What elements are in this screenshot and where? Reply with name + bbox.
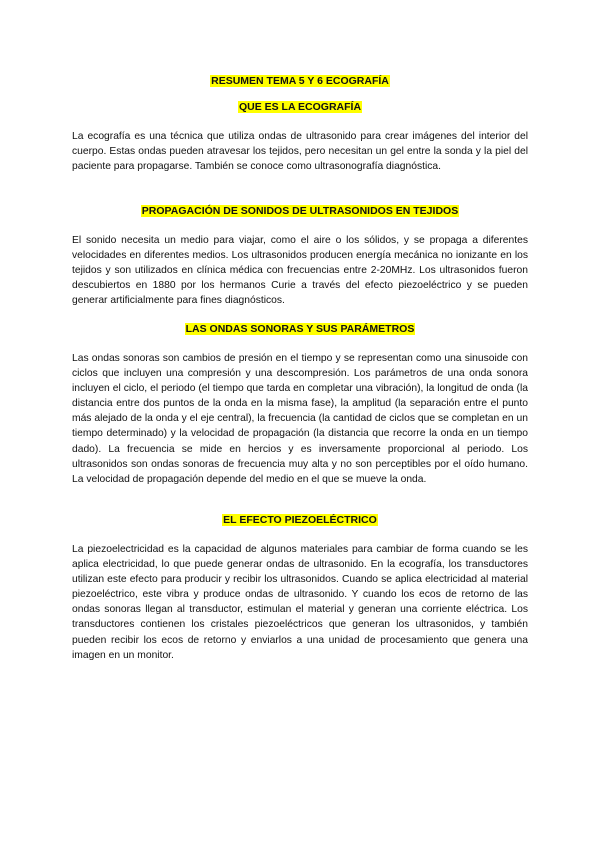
section-heading-text: EL EFECTO PIEZOELÉCTRICO bbox=[223, 514, 377, 526]
section-paragraph-ondas-sonoras: Las ondas sonoras son cambios de presión en el tiempo y se representan como una sinusoide con ciclos que incluyen una compresión y una descompresión. Los parámetros de una onda sonora incluyen el ciclo, el periodo (el tiempo que tarda en completar una vibración), la longitud de onda (la distancia entre dos puntos de la onda en la misma fase), la amplitud (la separación entre el punto más alejado de la onda y el eje central), la frecuencia (la cantidad de ciclos que se completan en un tiempo determinado) y la velocidad de propagación (la distancia que recorre la onda en un tiempo dado). La frecuencia se mide en hercios y es inversamente proporcional al periodo. Los ultrasonidos son ondas sonoras de frecuencia muy alta y no son perceptibles por el oído humano. La velocidad de propagación depende del medio en el que se mueve la onda. bbox=[72, 353, 528, 485]
section-heading-ondas-sonoras bbox=[0, 322, 600, 336]
section-heading-text: QUE ES LA ECOGRAFÍA bbox=[238, 101, 362, 113]
section-paragraph-propagacion: El sonido necesita un medio para viajar, como el aire o los sólidos, y se propaga a diferentes velocidades en diferentes medios. Los ultrasonidos producen energía mecánica no ionizante en los tejidos y son utilizados en clínica médica con frecuencias entre 2-20MHz. Los ultrasonidos fueron descubiertos en 1880 por los hermanos Curie a través del efecto piezoeléctrico y se pueden generar artificialmente para fines diagnósticos. bbox=[72, 235, 528, 307]
section-paragraph-que-es-la-ecografia: La ecografía es una técnica que utiliza ondas de ultrasonido para crear imágenes del interior del cuerpo. Estas ondas pueden atravesar los tejidos, pero necesitan un gel entre la sonda y la piel del paciente para propagarse. También se conoce como ultrasonografía diagnóstica. bbox=[72, 131, 528, 173]
section-heading-que-es-la-ecografia bbox=[0, 100, 600, 114]
document-title bbox=[0, 74, 600, 88]
section-heading-propagacion bbox=[0, 204, 600, 218]
section-paragraph-efecto-piezoelectrico: La piezoelectricidad es la capacidad de algunos materiales para cambiar de forma cuando se les aplica electricidad, lo que puede generar ondas de ultrasonido. En la ecografía, los transductores utilizan este efecto para producir y recibir los ultrasonidos. Cuando se aplica electricidad al material piezoeléctrico, este vibra y produce ondas de ultrasonido. Y cuando los ecos de retorno de las ondas sonoras llegan al transductor, estimulan el material y generan una corriente eléctrica. Los transductores contienen los cristales piezoeléctricos que generan los ultrasonidos, y también pueden recibir los ecos de retorno y enviarlos a una unidad de procesamiento que genera una imagen en un monitor. bbox=[72, 544, 528, 661]
section-heading-text: LAS ONDAS SONORAS Y SUS PARÁMETROS bbox=[185, 323, 415, 335]
section-heading-efecto-piezoelectrico bbox=[0, 513, 600, 527]
document-title-text: RESUMEN TEMA 5 Y 6 ECOGRAFÍA bbox=[211, 75, 389, 87]
section-heading-text: PROPAGACIÓN DE SONIDOS DE ULTRASONIDOS EN TEJIDOS bbox=[141, 205, 459, 217]
